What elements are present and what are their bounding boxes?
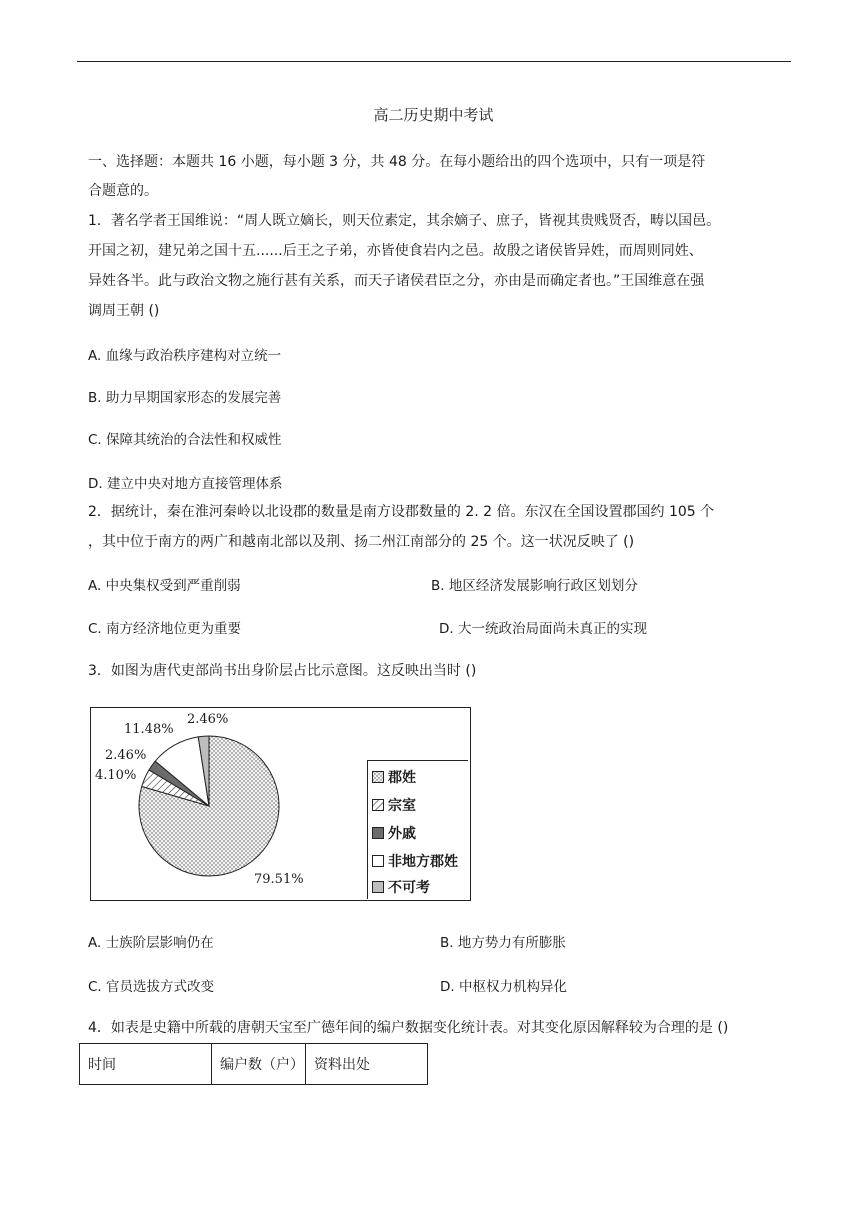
pct-label-royal: 4.10% — [95, 768, 137, 783]
legend-label: 非地方郡姓 — [388, 854, 458, 870]
pct-label-prefecture: 79.51% — [254, 872, 304, 887]
q3-option-c[interactable]: C. 官员选拔方式改变 — [88, 979, 215, 995]
q1-stem-line-4: 调周王朝 () — [88, 303, 160, 319]
q1-option-c[interactable]: C. 保障其统治的合法性和权威性 — [88, 432, 282, 448]
q3-option-b[interactable]: B. 地方势力有所膨胀 — [440, 935, 566, 951]
legend-swatch-hatched — [372, 799, 384, 811]
pct-label-non-local: 11.48% — [124, 722, 174, 737]
q3-option-d[interactable]: D. 中枢权力机构异化 — [440, 979, 567, 995]
q4-data-table — [79, 1043, 428, 1085]
legend-item-in-laws — [372, 823, 416, 843]
q1-option-a[interactable]: A. 血缘与政治秩序建构对立统一 — [88, 348, 282, 364]
table-header-cell: 时间 — [80, 1044, 212, 1085]
q3-option-a[interactable]: A. 士族阶层影响仍在 — [88, 935, 214, 951]
page-title: 高二历史期中考试 — [373, 106, 494, 124]
q2-option-b[interactable]: B. 地区经济发展影响行政区划划分 — [431, 578, 638, 594]
q1-option-d[interactable]: D. 建立中央对地方直接管理体系 — [88, 476, 283, 492]
table-header-cell: 编户数（户） — [212, 1044, 306, 1085]
q2-stem-line-1: 2．据统计，秦在淮河秦岭以北设郡的数量是南方设郡数量的 2. 2 倍。东汉在全国设置郡国约 105 个 — [88, 504, 715, 520]
table-header-cell: 资料出处 — [306, 1044, 428, 1085]
q1-stem-line-2: 开国之初，建兄弟之国十五......后王之子弟，亦皆使食岩内之邑。故殷之诸侯皆异姓，而周则同姓、 — [88, 243, 703, 259]
legend-swatch-dark — [372, 827, 384, 839]
legend-swatch-dotted — [372, 771, 384, 783]
q1-stem-line-1: 1．著名学者王国维说：“周人既立嫡长，则天位素定，其余嫡子、庶子，皆视其贵贱贤否，畴以国邑。 — [88, 213, 721, 229]
q1-stem-line-3: 异姓各半。此与政治文物之施行甚有关系，而天子诸侯君臣之分，亦由是而确定者也。”王国维意在强 — [88, 273, 705, 289]
pie-chart-figure — [90, 707, 471, 901]
q1-option-b[interactable]: B. 助力早期国家形态的发展完善 — [88, 390, 282, 406]
chart-legend — [367, 760, 468, 899]
q2-stem-line-2: ，其中位于南方的两广和越南北部以及荆、扬二州江南部分的 25 个。这一状况反映了 () — [88, 534, 635, 550]
section-instructions-2: 合题意的。 — [88, 183, 158, 199]
pct-label-unknown: 2.46% — [187, 712, 229, 727]
q2-option-d[interactable]: D. 大一统政治局面尚未真正的实现 — [439, 621, 647, 637]
legend-label: 外戚 — [388, 826, 416, 842]
legend-item-unknown — [372, 877, 430, 897]
q2-option-c[interactable]: C. 南方经济地位更为重要 — [88, 621, 242, 637]
legend-label: 不可考 — [388, 880, 430, 896]
pct-label-in-laws: 2.46% — [105, 748, 147, 763]
section-instructions-1: 一、选择题：本题共 16 小题，每小题 3 分，共 48 分。在每小题给出的四个选项中，只有一项是符 — [88, 154, 706, 170]
table-header-row — [80, 1044, 428, 1085]
q4-stem: 4．如表是史籍中所载的唐朝天宝至广德年间的编户数据变化统计表。对其变化原因解释较为合理的是 () — [88, 1020, 729, 1036]
legend-label: 郡姓 — [388, 770, 416, 786]
legend-item-non-local — [372, 851, 458, 871]
legend-item-royal — [372, 795, 416, 815]
q3-stem: 3．如图为唐代吏部尚书出身阶层占比示意图。这反映出当时 () — [88, 663, 477, 679]
top-rule — [77, 61, 791, 62]
legend-item-prefecture — [372, 767, 416, 787]
legend-label: 宗室 — [388, 798, 416, 814]
legend-swatch-gray — [372, 881, 384, 893]
legend-swatch-white — [372, 855, 384, 867]
q2-option-a[interactable]: A. 中央集权受到严重削弱 — [88, 578, 241, 594]
